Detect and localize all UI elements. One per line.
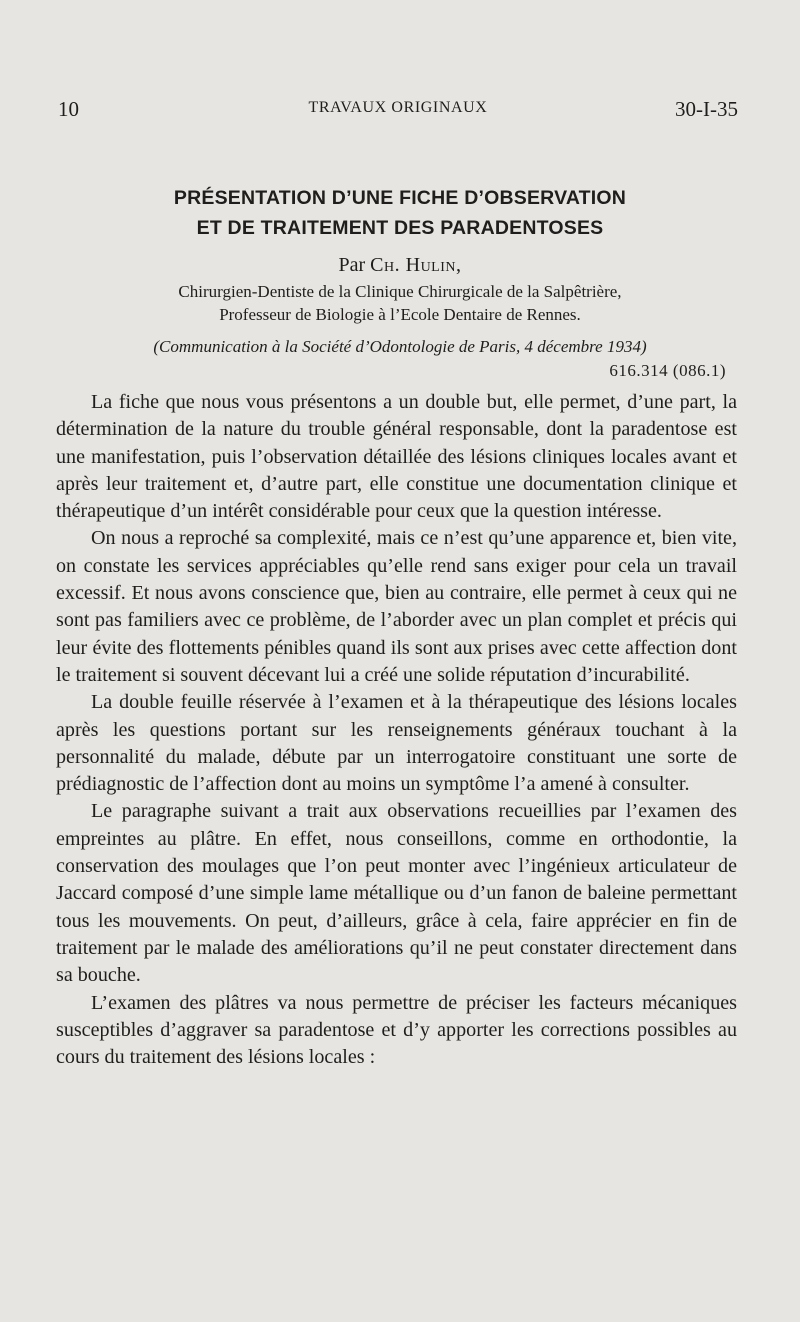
issue-date: 30-I-35 — [675, 97, 738, 121]
author-name: Ch. Hulin, — [370, 254, 462, 276]
affiliation-line-1: Chirurgien-Dentiste de la Clinique Chirurgicale de la Salpêtrière, — [178, 282, 622, 301]
article-title-line-1: PRÉSENTATION D’UNE FICHE D’OBSERVATION — [173, 187, 627, 209]
communication-note: (Communication à la Société d’Odontologie de Paris, 4 décembre 1934) — [153, 337, 647, 356]
paragraph-2: On nous a reproché sa complexité, mais ce n’est qu’une apparence et, bien vite, on constate les services appréciables qu’elle rend sans exiger pour cela un travail excessif. Et nous avons conscience que, bien au contraire, elle permet à ceux qui ne sont pas familiers avec ce problème, de l’aborder avec un plan complet et précis qui leur évite des flottements pénibles quand ils sont aux prises avec cette affection dont le traitement si souvent décevant lui a créé une solide réputation d’incurabilité. — [56, 527, 737, 686]
byline-prefix: Par — [338, 254, 366, 276]
article-body — [56, 389, 737, 1071]
article-title-line-2: ET DE TRAITEMENT DES PARADENTOSES — [196, 217, 604, 239]
running-header — [58, 97, 738, 125]
byline — [60, 252, 740, 278]
classification-code: 616.314 (086.1) — [609, 361, 726, 380]
paragraph-5: L’examen des plâtres va nous permettre de préciser les facteurs mécaniques susceptibles d’aggraver sa paradentose et d’y apporter les corrections possibles au cours du traitement des lésions locales : — [56, 991, 737, 1069]
affiliation-line-2: Professeur de Biologie à l’Ecole Dentaire de Rennes. — [219, 305, 581, 324]
journal-section-title: TRAVAUX ORIGINAUX — [308, 99, 488, 116]
paragraph-1: La fiche que nous vous présentons a un double but, elle permet, d’une part, la détermination de la nature du trouble général responsable, dont la paradentose est une manifestation, puis l’observation détaillée des lésions cliniques locales avant et après leur traitement et, d’autre part, elle constitue une documentation clinique et thérapeutique d’un intérêt considérable pour ceux que la question intéresse. — [56, 391, 737, 523]
page-number: 10 — [58, 97, 79, 121]
author-affiliation — [60, 280, 740, 326]
article-title — [60, 183, 740, 243]
paragraph-4: Le paragraphe suivant a trait aux observations recueillies par l’examen des empreintes au plâtre. En effet, nous conseillons, comme en orthodontie, la conservation des moulages que l’on peut monter avec l’ingénieux articulateur de Jaccard composé d’une simple lame métallique ou d’un fanon de baleine permettant tous les mouvements. On peut, d’ailleurs, grâce à cela, faire apprécier en fin de traitement par le malade des améliorations qu’il ne peut constater directement dans sa bouche. — [56, 800, 737, 987]
paragraph-3: La double feuille réservée à l’examen et à la thérapeutique des lésions locales après les questions portant sur les renseignements généraux touchant à la personnalité du malade, débute par un interrogatoire constituant une sorte de prédiagnostic de l’affection dont au moins un symptôme l’a amené à consulter. — [56, 691, 737, 796]
